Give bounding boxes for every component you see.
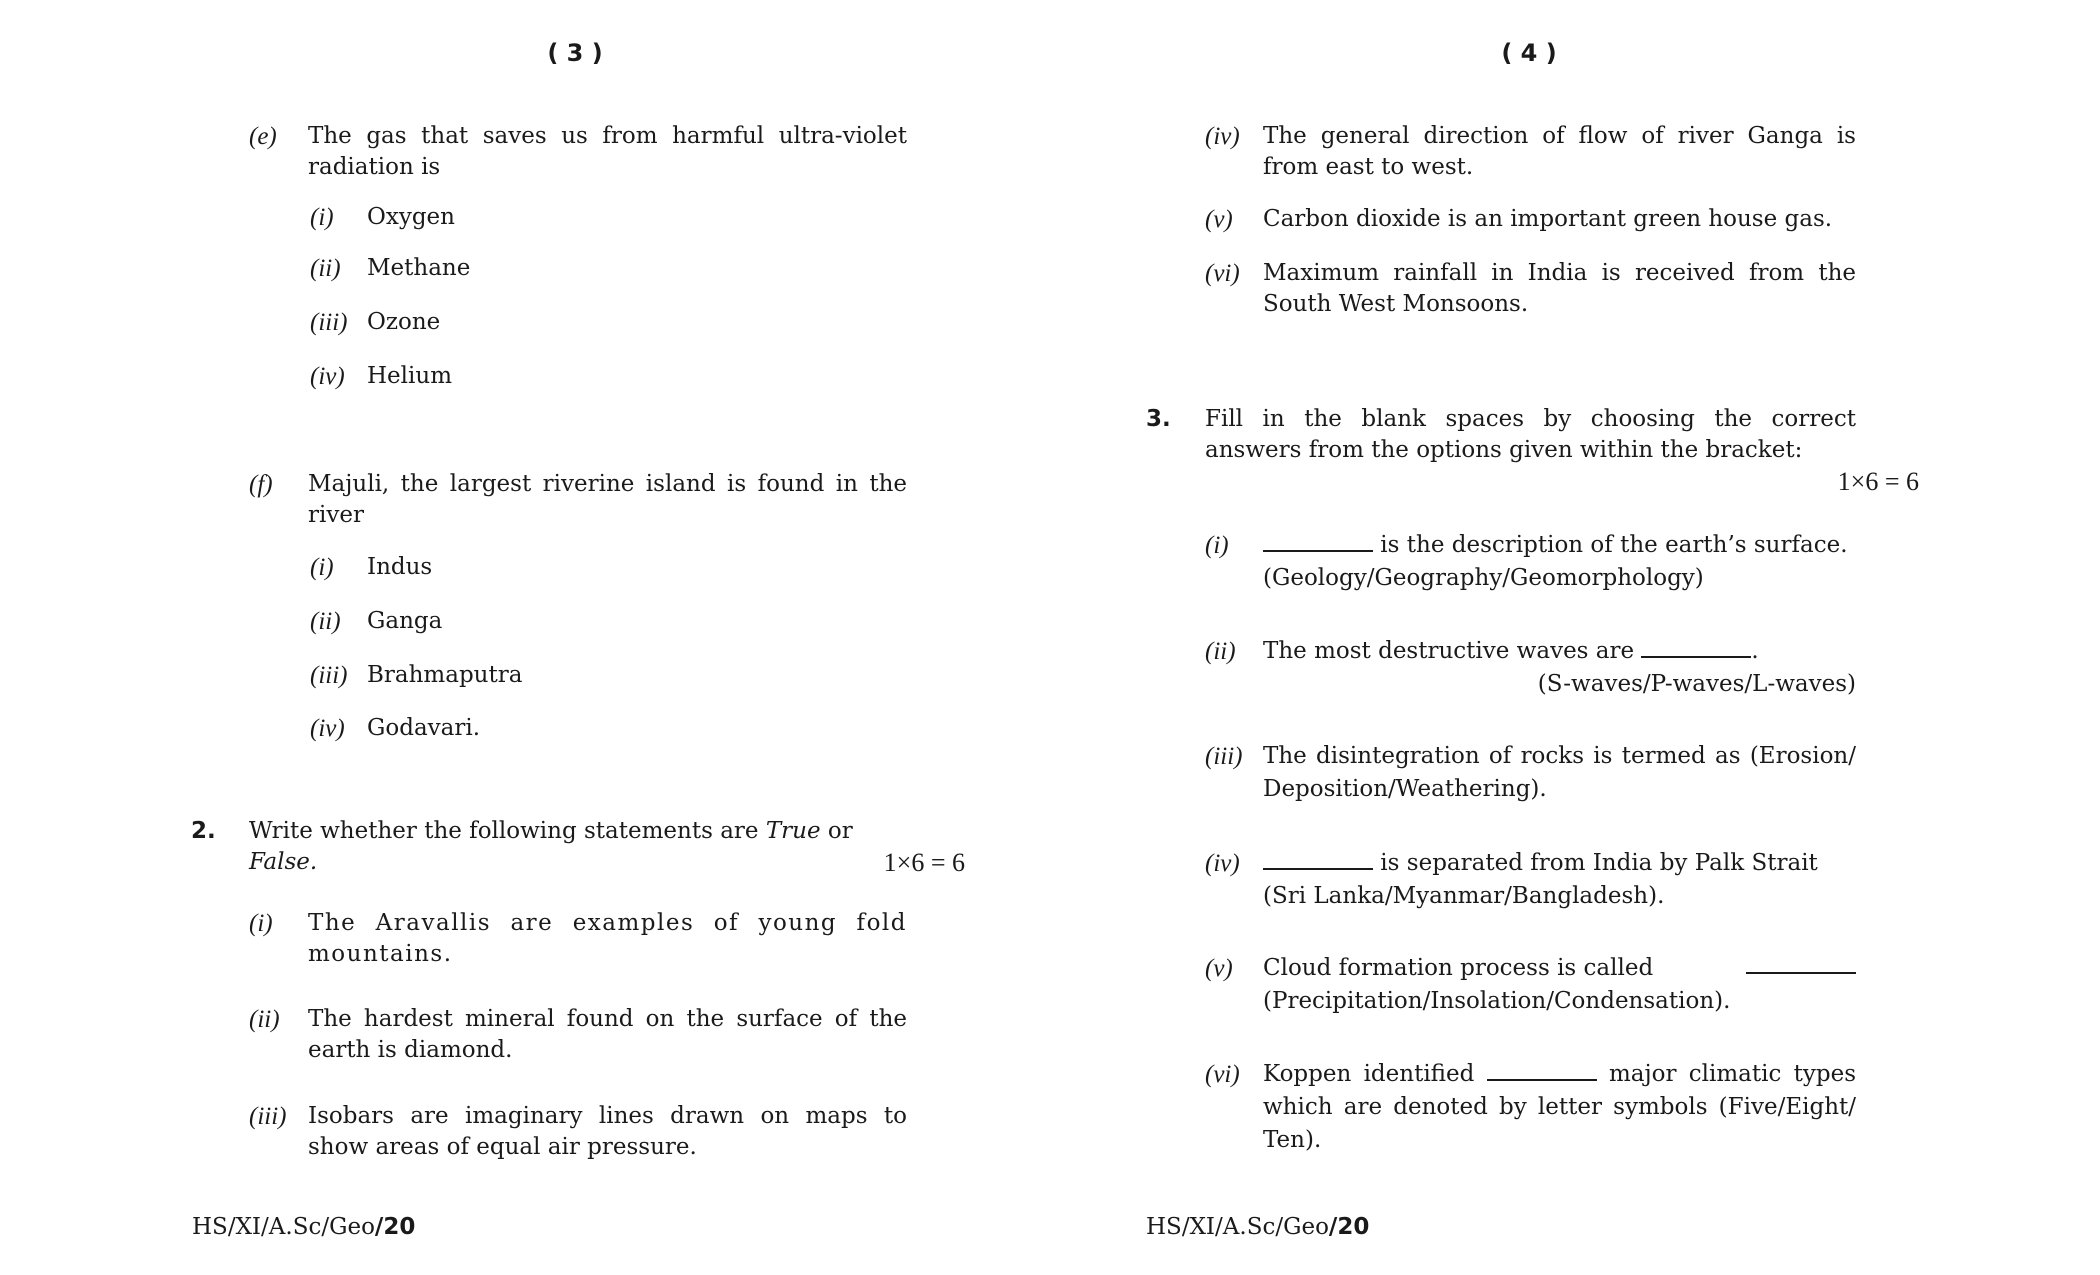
statement	[1205, 121, 1856, 183]
choices: (Geology/Geography/Geomorphology)	[1263, 565, 1704, 591]
statement-text: Maximum rainfall in India is received from the South West Monsoons.	[1263, 260, 1856, 317]
option-label: (ii)	[310, 608, 341, 635]
option-label: (ii)	[310, 255, 341, 282]
page-number: ( 3 )	[547, 39, 603, 67]
question-e	[249, 121, 907, 183]
item-text	[1263, 1058, 1856, 1157]
fill-blank-item	[1205, 952, 1856, 1018]
item-label: (iv)	[1205, 850, 1240, 877]
option-label: (i)	[310, 554, 334, 581]
statement-label: (iii)	[249, 1103, 287, 1130]
option-text: Methane	[367, 255, 471, 281]
fill-blank-item	[1205, 740, 1856, 806]
statement-text: The hardest mineral found on the surface of the earth is diamond.	[308, 1006, 907, 1063]
text: Koppen identified	[1263, 1061, 1487, 1087]
question-text	[249, 816, 907, 847]
choices: (S-waves/P-waves/L-waves)	[1537, 671, 1856, 697]
fill-blank-item	[1205, 529, 1856, 595]
statement	[249, 1101, 907, 1163]
text: Cloud formation process is called	[1263, 955, 1654, 981]
option	[310, 713, 480, 744]
statement-text: Isobars are imaginary lines drawn on maps to show areas of equal air pressure.	[308, 1103, 907, 1160]
option	[310, 307, 440, 338]
item-label: (ii)	[1205, 638, 1236, 665]
statement-text: The general direction of flow of river Ganga is from east to west.	[1263, 123, 1856, 180]
text: is the description of the earth’s surface.	[1373, 532, 1848, 558]
item-text	[1263, 635, 1856, 701]
option-label: (iii)	[310, 309, 348, 336]
item-text: The disintegration of rocks is termed as (Erosion/ Deposition/Weathering).	[1263, 743, 1856, 802]
statement-text: The Aravallis are examples of young fold mountains.	[308, 910, 907, 967]
blank-line	[1263, 848, 1373, 870]
statement-label: (v)	[1205, 206, 1233, 233]
statement	[1205, 258, 1856, 320]
option-text: Godavari.	[367, 715, 481, 741]
question-label: (f)	[249, 471, 273, 498]
item-text	[1263, 529, 1856, 595]
option-label: (iv)	[310, 363, 345, 390]
fill-blank-item	[1205, 847, 1856, 913]
question-text: Fill in the blank spaces by choosing the correct answers from the options given within the bracket:	[1205, 406, 1856, 463]
item-label: (iii)	[1205, 743, 1243, 770]
option	[310, 552, 432, 583]
option-text: Oxygen	[367, 204, 455, 230]
text: Write whether the following statements are	[249, 818, 766, 844]
footer-number: /20	[1328, 1214, 1370, 1240]
statement-label: (iv)	[1205, 123, 1240, 150]
question-text: Majuli, the largest riverine island is found in the river	[308, 471, 907, 528]
option	[310, 202, 455, 233]
footer-code	[1146, 1212, 1369, 1243]
option-text: Helium	[367, 363, 453, 389]
blank-line	[1263, 530, 1373, 552]
true-word: True	[765, 818, 821, 844]
option	[310, 606, 442, 637]
question-2	[191, 816, 965, 878]
question-label: (e)	[249, 123, 277, 150]
fill-blank-item	[1205, 635, 1856, 701]
blank-line	[1746, 952, 1856, 974]
statement-label: (vi)	[1205, 260, 1240, 287]
question-f	[249, 469, 907, 531]
statement	[249, 1004, 907, 1066]
question-3	[1146, 404, 1919, 497]
false-word: False.	[249, 849, 318, 875]
statement	[1205, 204, 1856, 235]
option-text: Ozone	[367, 309, 441, 335]
option-label: (iii)	[310, 662, 348, 689]
text: .	[1751, 638, 1759, 664]
statement-label: (ii)	[249, 1006, 280, 1033]
marks: 1×6 = 6	[1837, 467, 1919, 496]
text: or	[820, 818, 853, 844]
fill-blank-item	[1205, 1058, 1856, 1157]
statement	[249, 908, 907, 970]
item-label: (v)	[1205, 955, 1233, 982]
option-text: Ganga	[367, 608, 443, 634]
option	[310, 361, 452, 392]
option-text: Brahmaputra	[367, 662, 523, 688]
text: is separated from India by Palk Strait	[1373, 850, 1818, 876]
item-line	[1263, 952, 1856, 985]
footer-text: HS/XI/A.Sc/Geo	[192, 1214, 375, 1240]
option-label: (i)	[310, 204, 334, 231]
option-label: (iv)	[310, 715, 345, 742]
item-text	[1263, 847, 1856, 913]
text: major climatic types which are denoted by letter symbols (Five/Eight/ Ten).	[1263, 1061, 1856, 1153]
blank-line	[1641, 636, 1751, 658]
item-label: (i)	[1205, 532, 1229, 559]
marks: 1×6 = 6	[883, 848, 965, 877]
option	[310, 660, 522, 691]
question-number: 3.	[1146, 406, 1171, 432]
blank-line	[1487, 1059, 1597, 1081]
question-number: 2.	[191, 818, 216, 844]
question-text: The gas that saves us from harmful ultra-violet radiation is	[308, 123, 907, 180]
marks-row	[191, 847, 965, 878]
option	[310, 253, 470, 284]
page-number: ( 4 )	[1501, 39, 1557, 67]
footer-code	[192, 1212, 415, 1243]
footer-number: /20	[374, 1214, 416, 1240]
text: The most destructive waves are	[1263, 638, 1642, 664]
footer-text: HS/XI/A.Sc/Geo	[1146, 1214, 1329, 1240]
item-label: (vi)	[1205, 1061, 1240, 1088]
choices: (Sri Lanka/Myanmar/Bangladesh).	[1263, 883, 1665, 909]
statement-label: (i)	[249, 910, 273, 937]
choices: (Precipitation/Insolation/Condensation).	[1263, 988, 1731, 1014]
option-text: Indus	[367, 554, 433, 580]
statement-text: Carbon dioxide is an important green house gas.	[1263, 206, 1833, 232]
